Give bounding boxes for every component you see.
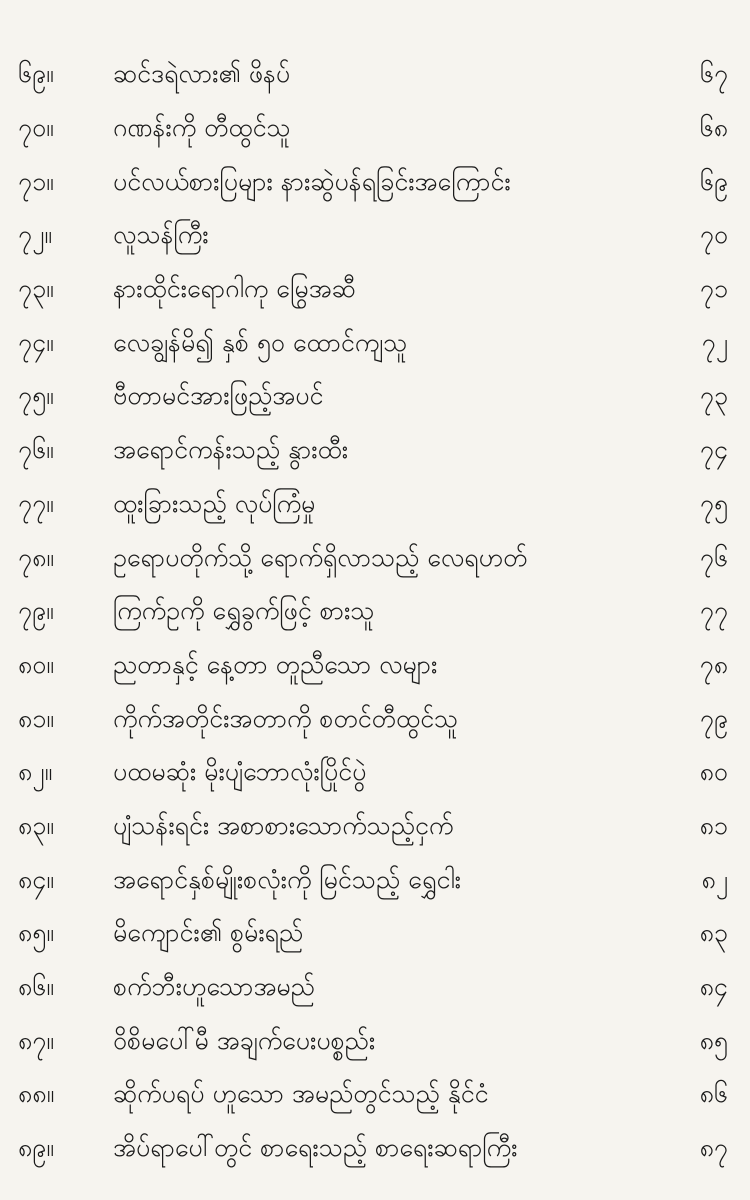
toc-entry-number: ၈၃။ <box>18 810 54 840</box>
toc-entry-title: မိကျောင်း၏ စွမ်းရည် <box>113 918 304 948</box>
toc-entry-page: ၈၇ <box>699 1133 728 1163</box>
toc-entry-page: ၇၅ <box>699 488 728 518</box>
toc-entry-page: ၈၂ <box>701 864 728 894</box>
toc-entry-title: ပင်လယ်စားပြများ နားဆွဲပန်ရခြင်းအကြောင်း <box>113 166 511 196</box>
toc-entry <box>0 480 750 534</box>
toc-entry-title: ဆင်ဒရဲလား၏ ဖိနပ် <box>113 59 291 89</box>
toc-entry-number: ၈၀။ <box>18 649 54 679</box>
toc-entry-number: ၈၅။ <box>18 918 54 948</box>
toc-entry <box>0 748 750 802</box>
toc-entry <box>0 372 750 426</box>
toc-entry-page: ၇၀ <box>699 220 728 250</box>
toc-entry-page: ၇၉ <box>699 703 728 733</box>
toc-entry <box>0 157 750 211</box>
toc-entry-title: ဂဏန်းကို တီထွင်သူ <box>113 113 291 143</box>
toc-entry-title: ဥရောပတိုက်သို့ ရောက်ရှိလာသည့် လေရဟတ် <box>113 542 528 572</box>
toc-entry <box>0 802 750 856</box>
toc-entry <box>0 1124 750 1178</box>
toc-entry-page: ၈၀ <box>699 757 728 787</box>
toc-entry-title: ထူးခြားသည့် လုပ်ကြံမှု <box>113 488 316 518</box>
toc-entry-number: ၈၈။ <box>18 1079 55 1109</box>
toc-entry-title: ကိုက်အတိုင်းအတာကို စတင်တီထွင်သူ <box>113 703 459 733</box>
toc-entry <box>0 318 750 372</box>
toc-entry-title: ဗီတာမင်အားဖြည့်အပင် <box>113 381 324 411</box>
toc-entry <box>0 211 750 265</box>
toc-entry-page: ၇၈ <box>699 649 728 679</box>
toc-entry-page: ၇၃ <box>699 381 728 411</box>
toc-entry-title: လူသန်ကြီး <box>113 220 209 250</box>
toc-entry-page: ၆၇ <box>699 59 728 89</box>
toc-entry-number: ၇၄။ <box>18 327 54 357</box>
toc-entry-page: ၇၄ <box>699 435 728 465</box>
toc-entry-number: ၈၇။ <box>18 1025 54 1055</box>
toc-entry-title: စက်ဘီးဟူသောအမည် <box>113 972 315 1002</box>
toc-entry-page: ၈၃ <box>699 918 728 948</box>
toc-entry-number: ၇၂။ <box>18 220 52 250</box>
toc-entry-number: ၇၃။ <box>18 274 54 304</box>
toc-entry-number: ၇၅။ <box>18 381 54 411</box>
toc-entry <box>0 909 750 963</box>
toc-entry-page: ၈၆ <box>699 1079 728 1109</box>
toc-entry-number: ၈၆။ <box>18 972 54 1002</box>
toc-entry-title: အိပ်ရာပေါ်တွင် စာရေးသည့် စာရေးဆရာကြီး <box>113 1133 518 1163</box>
toc-entry <box>0 533 750 587</box>
toc-entry-number: ၈၄။ <box>18 864 54 894</box>
toc-entry <box>0 265 750 319</box>
toc-entry-number: ၈၂။ <box>18 757 53 787</box>
toc-entry-page: ၆၈ <box>699 113 728 143</box>
toc-entry-title: ဆိုက်ပရပ် ဟူသော အမည်တွင်သည့် နိုင်ငံ <box>113 1079 489 1109</box>
toc-entry <box>0 1016 750 1070</box>
toc-entry-number: ၇၉။ <box>18 596 54 626</box>
toc-entry <box>0 426 750 480</box>
toc-list <box>0 50 750 1177</box>
toc-entry-page: ၈၅ <box>699 1025 728 1055</box>
toc-entry-number: ၇၁။ <box>18 166 54 196</box>
toc-entry-page: ၇၁ <box>699 274 728 304</box>
toc-entry-page: ၇၇ <box>699 596 728 626</box>
toc-entry-number: ၇၈။ <box>18 542 54 572</box>
toc-entry <box>0 104 750 158</box>
toc-entry <box>0 1070 750 1124</box>
toc-entry-page: ၇၂ <box>701 327 728 357</box>
toc-entry-title: အရောင်ကန်းသည့် နွားထီး <box>113 435 349 465</box>
toc-entry-title: အရောင်နှစ်မျိုးစလုံးကို မြင်သည့် ရွှေငါး <box>113 864 462 894</box>
toc-entry-number: ၇၀။ <box>18 113 54 143</box>
toc-entry <box>0 855 750 909</box>
toc-entry-title: ကြက်ဥကို ရွှေခွက်ဖြင့် စားသူ <box>113 596 375 626</box>
toc-entry-page: ၆၉ <box>699 166 728 196</box>
toc-entry <box>0 963 750 1017</box>
toc-entry <box>0 587 750 641</box>
toc-entry-number: ၈၉။ <box>18 1133 54 1163</box>
toc-entry <box>0 694 750 748</box>
toc-entry-title: ပထမဆုံး မိုးပျံဘောလုံးပြိုင်ပွဲ <box>113 757 367 787</box>
toc-entry-number: ၆၉။ <box>18 59 54 89</box>
toc-entry-page: ၈၁ <box>699 810 728 840</box>
toc-entry-title: လေချွန်မိ၍ နှစ် ၅၀ ထောင်ကျသူ <box>113 327 408 357</box>
toc-entry-number: ၇၆။ <box>18 435 54 465</box>
toc-entry-title: နားထိုင်းရောဂါကု မြွေအဆီ <box>113 274 356 304</box>
toc-entry-page: ၇၆ <box>699 542 728 572</box>
toc-entry <box>0 641 750 695</box>
toc-entry-title: ပျံသန်းရင်း အစာစားသောက်သည့်ငှက် <box>113 810 454 840</box>
toc-entry <box>0 50 750 104</box>
toc-entry-number: ၇၇။ <box>18 488 54 518</box>
toc-entry-title: ညတာနှင့် နေ့တာ တူညီသော လများ <box>113 649 438 679</box>
toc-entry-number: ၈၁။ <box>18 703 54 733</box>
toc-entry-page: ၈၄ <box>699 972 728 1002</box>
toc-entry-title: ဝိစိမပေါ်မီ အချက်ပေးပစ္စည်း <box>113 1025 376 1055</box>
